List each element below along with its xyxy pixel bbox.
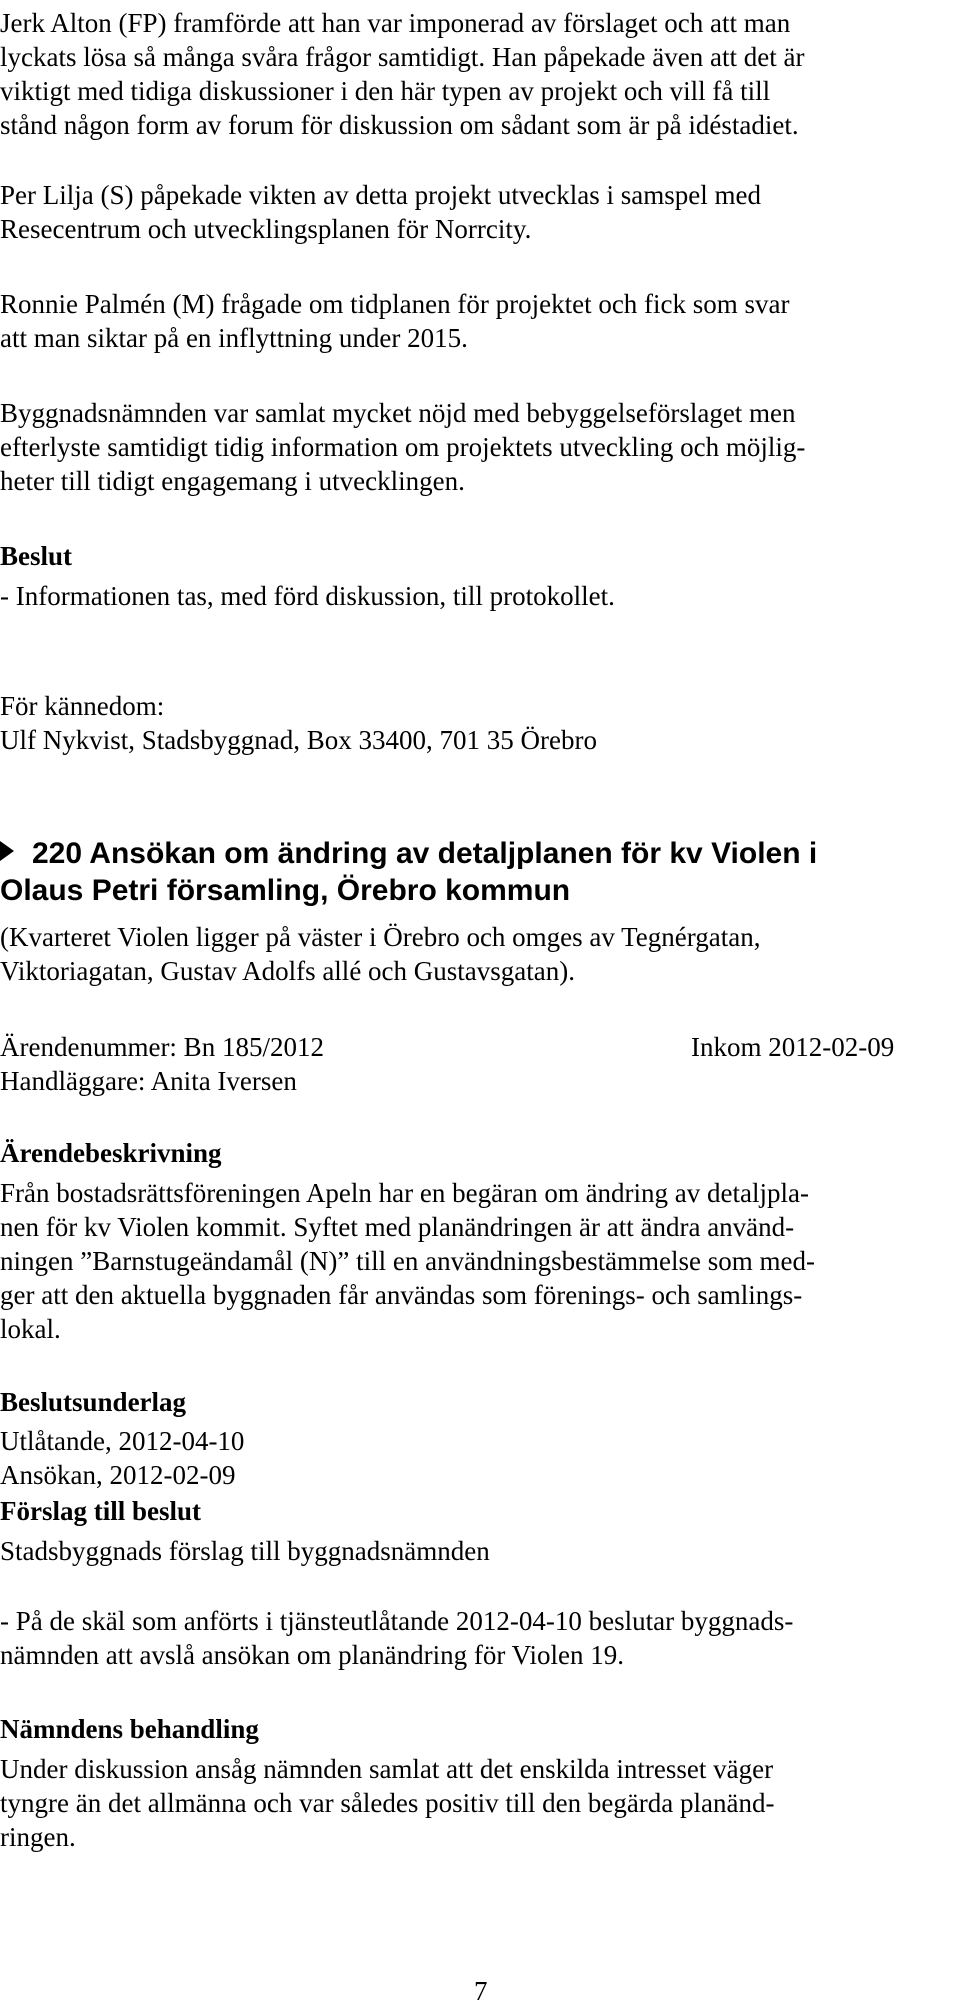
text-line: tyngre än det allmänna och var således positiv till den begärda planänd- [0, 1788, 775, 1818]
text-line: ningen ”Barnstugeändamål (N)” till en användningsbestämmelse som med- [0, 1246, 816, 1276]
basis-heading: Beslutsunderlag [0, 1387, 187, 1417]
text-line: heter till tidigt engagemang i utvecklingen. [0, 466, 465, 496]
proposal-from [0, 1534, 940, 1568]
notice-recipient: Ulf Nykvist, Stadsbyggnad, Box 33400, 701 35 Örebro [0, 725, 597, 755]
item-title-continued [0, 872, 570, 909]
item-title [0, 835, 817, 872]
list-item: Ansökan, 2012-02-09 [0, 1460, 236, 1490]
notice-block [0, 689, 940, 757]
case-handler [0, 1064, 940, 1098]
text-line: Ronnie Palmén (M) frågade om tidplanen för projektet och fick som svar [0, 289, 790, 319]
text-line: Handläggare: Anita Iversen [0, 1066, 297, 1096]
text-line: ger att den aktuella byggnaden får användas som förenings- och samlings- [0, 1280, 803, 1310]
decision-heading: Beslut [0, 541, 73, 571]
text-line: - Informationen tas, med förd diskussion, till protokollet. [0, 581, 615, 611]
decision-text [0, 579, 940, 613]
lilja-paragraph [0, 178, 940, 246]
arrow-bullet-icon [0, 841, 14, 861]
notice-label: För kännedom: [0, 691, 165, 721]
case-description-heading: Ärendebeskrivning [0, 1138, 222, 1168]
page-number: 7 [474, 1976, 488, 2006]
proposal-heading: Förslag till beslut [0, 1496, 201, 1526]
text-line: - På de skäl som anförts i tjänsteutlåtande 2012-04-10 beslutar byggnads- [0, 1606, 794, 1636]
text-line: Byggnadsnämnden var samlat mycket nöjd med bebyggelseförslaget men [0, 398, 796, 428]
handling-text [0, 1752, 940, 1854]
text-line: att man siktar på en inflyttning under 2015. [0, 323, 468, 353]
text-line: nen för kv Violen kommit. Syftet med planändringen är att ändra använd- [0, 1212, 795, 1242]
text-line: Viktoriagatan, Gustav Adolfs allé och Gustavsgatan). [0, 956, 575, 986]
text-line: Från bostadsrättsföreningen Apeln har en begäran om ändring av detaljpla- [0, 1178, 809, 1208]
text-line: Stadsbyggnads förslag till byggnadsnämnden [0, 1536, 490, 1566]
text-line: Per Lilja (S) påpekade vikten av detta projekt utvecklas i samspel med [0, 180, 762, 210]
item-title-line2: Olaus Petri församling, Örebro kommun [0, 874, 571, 907]
text-line: Ärendenummer: Bn 185/2012 [0, 1032, 324, 1062]
text-line: nämnden att avslå ansökan om planändring för Violen 19. [0, 1640, 624, 1670]
text-line: lokal. [0, 1314, 61, 1344]
intro-paragraph [0, 6, 940, 142]
text-line: (Kvarteret Violen ligger på väster i Örebro och omges av Tegnérgatan, [0, 922, 761, 952]
proposal-text [0, 1604, 940, 1672]
text-line: Under diskussion ansåg nämnden samlat att det enskilda intresset väger [0, 1754, 774, 1784]
text-line: stånd någon form av forum för diskussion om sådant som är på idéstadiet. [0, 110, 799, 140]
text-line: Resecentrum och utvecklingsplanen för Norrcity. [0, 214, 532, 244]
palmen-paragraph [0, 287, 940, 355]
board-view-paragraph [0, 396, 940, 498]
list-item: Utlåtande, 2012-04-10 [0, 1426, 245, 1456]
handling-heading: Nämndens behandling [0, 1714, 259, 1744]
text-line: ringen. [0, 1822, 76, 1852]
text-line: lyckats lösa så många svåra frågor samtidigt. Han påpekade även att det är [0, 42, 805, 72]
item-title-line1: 220 Ansökan om ändring av detaljplanen för kv Violen i [32, 837, 818, 870]
received-date: Inkom 2012-02-09 [691, 1032, 895, 1062]
case-description [0, 1176, 940, 1346]
text-line: Jerk Alton (FP) framförde att han var imponerad av förslaget och att man [0, 8, 791, 38]
text-line: viktigt med tidiga diskussioner i den här typen av projekt och vill få till [0, 76, 771, 106]
item-description [0, 920, 940, 988]
basis-list [0, 1424, 940, 1492]
text-line: efterlyste samtidigt tidig information om projektets utveckling och möjlig- [0, 432, 806, 462]
